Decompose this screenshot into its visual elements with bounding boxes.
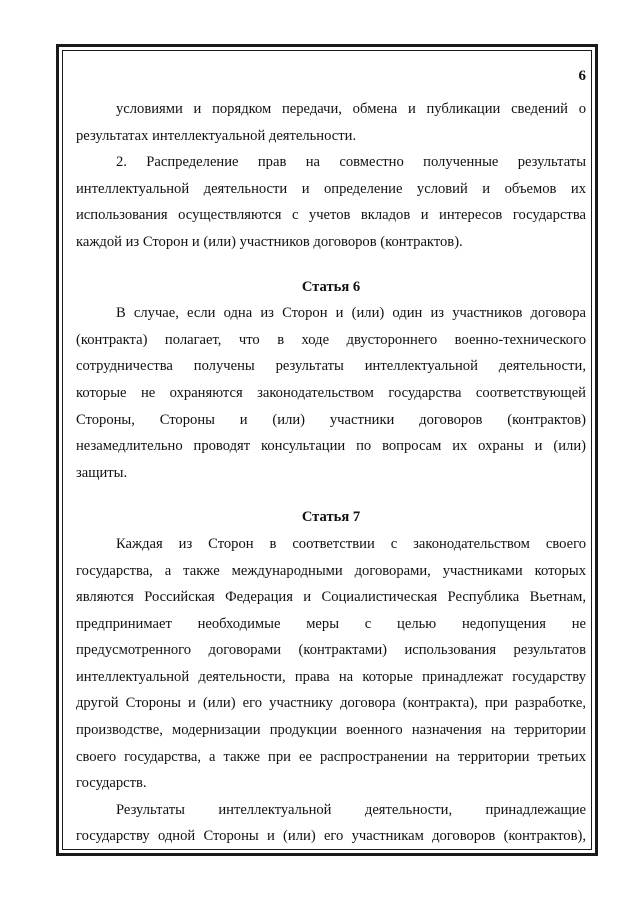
- text-blocks: [76, 96, 586, 850]
- text-line: (контракта) полагает, что в ходе двустороннего военно-технического: [76, 331, 586, 348]
- text-line: другой Стороны и (или) его участнику договора (контракта), при разработке,: [76, 695, 586, 712]
- text-line: использования осуществляются с учетов вкладов и интересов государства: [76, 207, 586, 224]
- text-line: государству одной Стороны и (или) его участникам договоров (контрактов),: [76, 828, 586, 845]
- paragraph: [76, 300, 586, 486]
- text-line: являются Российская Федерация и Социалистическая Республика Вьетнам,: [76, 589, 586, 606]
- text-line: сотрудничества получены результаты интеллектуальной деятельности,: [76, 358, 586, 375]
- text-line: предусмотренного договорами (контрактами) использования результатов: [76, 642, 586, 659]
- text-line: государства, а также международными договорами, участниками которых: [76, 562, 586, 579]
- text-line: Результаты интеллектуальной деятельности, принадлежащие: [116, 801, 586, 818]
- text-line: предпринимает необходимые меры с целью недопущения не: [76, 615, 586, 632]
- text-line: каждой из Сторон и (или) участников договоров (контрактов).: [76, 233, 463, 250]
- text-line: интеллектуальной деятельности и определение условий и объемов их: [76, 180, 586, 197]
- text-line: В случае, если одна из Сторон и (или) один из участников договора: [116, 305, 586, 322]
- text-line: производстве, модернизации продукции военного назначения на территории: [76, 722, 586, 739]
- text-line: интеллектуальной деятельности, права на которые принадлежат государству: [76, 668, 586, 685]
- text-line: 2. Распределение прав на совместно полученные результаты: [116, 154, 586, 171]
- text-line: государств.: [76, 775, 147, 792]
- text-line: незамедлительно проводят консультации по вопросам их охраны и (или): [76, 438, 586, 455]
- spacer: [76, 486, 586, 504]
- text-line: защиты.: [76, 464, 128, 481]
- article-heading: Статья 6: [301, 278, 361, 295]
- paragraph: [76, 96, 586, 256]
- text-line: Стороны, Стороны и (или) участники договоров (контрактов): [76, 411, 586, 428]
- paragraph: [76, 531, 586, 850]
- text-line: условиями и порядком передачи, обмена и публикации сведений о: [116, 101, 586, 117]
- document-body: [76, 64, 586, 850]
- text-line: своего государства, а также при ее распространении на территории третьих: [76, 748, 586, 765]
- text-line: которые не охраняются законодательством государства соответствующей: [76, 384, 586, 401]
- spacer: [76, 256, 586, 274]
- page-number: 6: [578, 68, 586, 84]
- text-line: результатах интеллектуальной деятельности.: [76, 127, 357, 144]
- article-heading: Статья 7: [301, 509, 361, 526]
- text-line: Каждая из Сторон в соответствии с законодательством своего: [116, 535, 586, 552]
